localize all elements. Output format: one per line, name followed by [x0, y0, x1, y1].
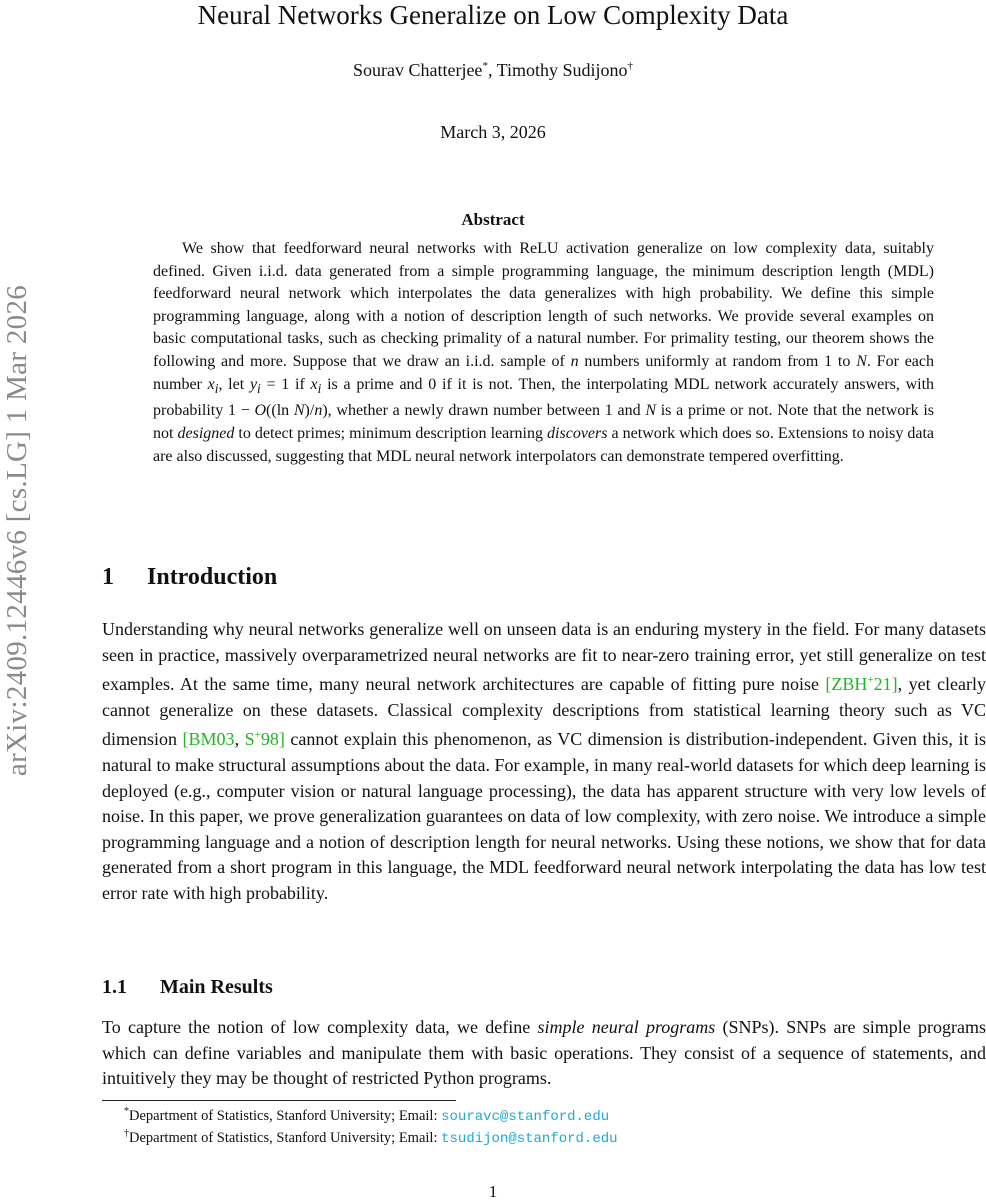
paper-date: March 3, 2026: [440, 122, 546, 142]
main-results-body: [102, 1015, 986, 1092]
footnote-text: Department of Statistics, Stanford University; Email:: [129, 1129, 442, 1146]
main-results-paragraph: To capture the notion of low complexity data, we define simple neural programs (SNPs). SNPs are simple programs which can define variables and manipulate them with basic operations. They consist of a sequence of statements, and intuitively they may be thought of restricted Python programs.: [102, 1017, 986, 1089]
citation-link[interactable]: [ZBH+21]: [825, 674, 898, 695]
section-heading-introduction: [102, 564, 277, 591]
paper-title: Neural Networks Generalize on Low Complexity Data: [197, 0, 789, 30]
arxiv-identifier-text: arXiv:2409.12446v6 [cs.LG] 1 Mar 2026: [1, 284, 34, 776]
section-title: Introduction: [147, 564, 278, 590]
section-number: 1: [102, 564, 114, 590]
abstract-body: [153, 238, 934, 468]
author-name: Sourav Chatterjee: [352, 60, 483, 80]
author-footnote-mark[interactable]: †: [627, 60, 634, 72]
footnote-mark: †: [124, 1128, 129, 1139]
author-name: Timothy Sudijono: [496, 60, 628, 80]
introduction-body: [102, 617, 986, 907]
arxiv-identifier-stamp: [0, 205, 36, 855]
footnote: [124, 1106, 609, 1125]
citation-link[interactable]: S+98]: [244, 729, 285, 750]
author-separator: ,: [487, 60, 497, 80]
introduction-paragraph: Understanding why neural networks generalize well on unseen data is an enduring mystery in the field. For many datasets seen in practice, massively overparametrized neural networks are fit to near-zero training error, yet still generalize on test examples. At the same time, many neural network architectures are capable of fitting pure noise [ZBH+21], yet clearly cannot generalize on these datasets. Classical complexity descriptions from statistical learning theory such as VC dimension [BM03, S+98] cannot explain this phenomenon, as VC dimension is distribution-independent. Given this, it is natural to make structural assumptions about the data. For example, in many real-world datasets for which deep learning is deployed (e.g., computer vision or natural language processing), the data has apparent structure with very low levels of noise. In this paper, we prove generalization guarantees on data of low complexity, with zero noise. We introduce a simple programming language and a notion of description length for neural networks. Using these notions, we show that for data generated from a short program in this language, the MDL feedforward neural network interpolating the data has low test error rate with high probability.: [102, 619, 986, 903]
email-link[interactable]: souravc@stanford.edu: [441, 1108, 610, 1125]
footnote-text: Department of Statistics, Stanford University; Email:: [129, 1107, 442, 1124]
page-number: 1: [488, 1182, 498, 1201]
subsection-number: 1.1: [102, 976, 127, 998]
footnote-mark: *: [124, 1106, 129, 1117]
abstract-paragraph: We show that feedforward neural networks with ReLU activation generalize on low complexity data, suitably defined. Given i.i.d. data generated from a simple programming language, the minimum description length (MDL) feedforward neural network which interpolates the data generalizes with high probability. We define this simple programming language, along with a notion of description length of such networks. We provide several examples on basic computational tasks, such as checking primality of a natural number. For primality testing, our theorem shows the following and more. Suppose that we draw an i.i.d. sample of n numbers uniformly at random from 1 to N. For each number $x_i$, let $y_i = 1$ if $x_i$ is a prime and 0 if it is not. Then, the interpolating MDL network accurately answers, with probability 1 − O((ln N)/n), whether a newly drawn number between 1 and N is a prime or not. Note that the network is not designed to detect primes; minimum description learning discovers a network which does so. Extensions to noisy data are also discussed, suggesting that MDL neural network interpolators can demonstrate tempered overfitting.: [153, 240, 935, 465]
abstract-heading: Abstract: [461, 210, 525, 229]
footnote: [124, 1128, 618, 1147]
subsection-title: Main Results: [160, 976, 273, 998]
citation-link[interactable]: [BM03: [182, 729, 235, 750]
footnote-divider: [102, 1100, 456, 1101]
email-link[interactable]: tsudijon@stanford.edu: [441, 1130, 618, 1147]
subsection-heading-main-results: [102, 976, 273, 999]
author-line: [0, 60, 986, 81]
author-footnote-mark[interactable]: *: [482, 60, 488, 72]
